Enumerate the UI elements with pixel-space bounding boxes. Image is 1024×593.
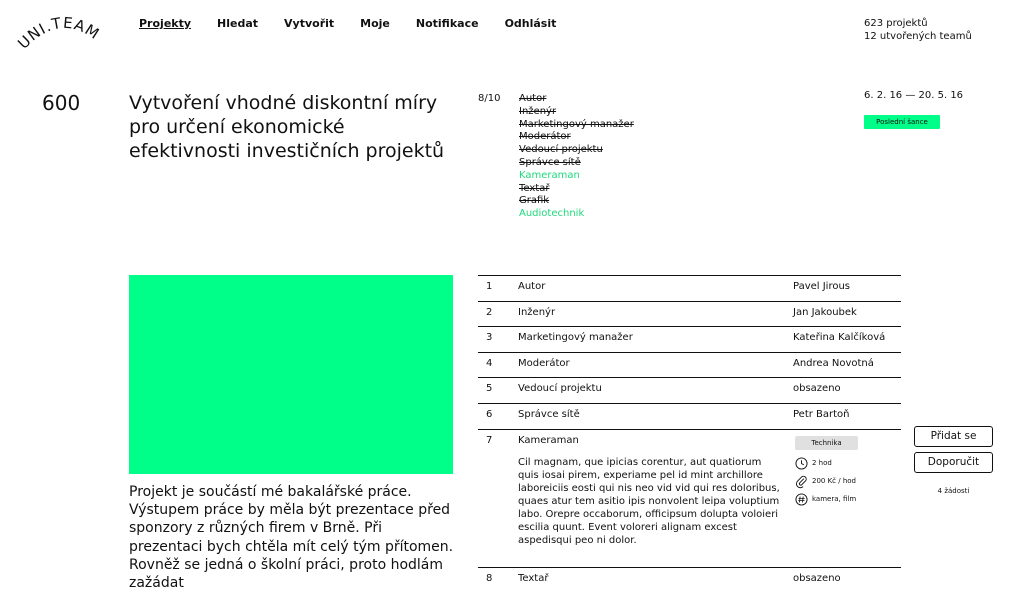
role-description: Cil magnam, que ipicias corentur, aut quatiorum quis iosai pirem, experiame pel id mint archillore laboreiciis eosti qui nis neo vid vid qui res doloribus, quaes atur tem asitio ipis nonvolent leipa voluptium labo. Orepre occaborum, officipsum dolupta voloieri escilia quunt. Event voloreri alignam excest aspedisqui peo ni dolor.: [518, 456, 780, 546]
paperclip-icon: [795, 475, 808, 488]
nav-moje[interactable]: Moje: [360, 17, 390, 30]
row-role: Moderátor: [518, 357, 570, 369]
time-meta: [795, 457, 832, 470]
row-number: 1: [486, 281, 493, 292]
role-summary-item: Textař: [519, 182, 550, 194]
role-summary-item-open: Audiotechnik: [519, 208, 585, 220]
nav-odhlasit[interactable]: Odhlásit: [504, 17, 557, 30]
nav-vytvorit[interactable]: Vytvořit: [284, 17, 335, 30]
role-summary-item: Autor: [519, 93, 547, 104]
table-row-expanded[interactable]: [478, 430, 901, 568]
role-summary-item: Inženýr: [519, 105, 557, 117]
row-person: obsazeno: [793, 383, 841, 395]
row-role: Textař: [518, 572, 549, 584]
hashtag-icon: [795, 493, 808, 506]
project-description: Projekt je součástí mé bakalářské práce. Výstupem práce by měla být prezentace před sponzory z různých firem v Brně. Při prezentaci bych chtěla mít celý tým přítomen. Rovněž se jedná o školní práci, proto hodlám zažádat: [129, 484, 454, 592]
roles-count: 8/10: [478, 93, 501, 104]
table-row[interactable]: [478, 568, 901, 593]
price-value: 200 Kč / hod: [812, 477, 856, 486]
role-summary-item: Grafik: [519, 195, 550, 207]
tags-meta: [795, 493, 856, 506]
row-role: Vedoucí projektu: [518, 383, 602, 395]
projects-count: 623 projektů: [864, 18, 928, 29]
time-value: 2 hod: [812, 459, 832, 468]
project-points: 600: [42, 91, 81, 115]
table-row[interactable]: [478, 353, 901, 379]
category-tag: Technika: [795, 436, 858, 450]
table-row[interactable]: [478, 327, 901, 353]
row-person: obsazeno: [793, 572, 841, 584]
row-number: 4: [486, 357, 493, 369]
role-summary-item-open: Kameraman: [519, 169, 580, 181]
table-row[interactable]: [478, 404, 901, 430]
row-person: Jan Jakoubek: [793, 306, 857, 318]
deadline-badge: Poslední šance: [864, 115, 940, 129]
row-role: Správce sítě: [518, 408, 580, 420]
row-number: 6: [486, 408, 493, 420]
project-dates: 6. 2. 16 — 20. 5. 16: [864, 90, 964, 101]
nav-notifikace[interactable]: Notifikace: [415, 17, 479, 30]
row-role: Kameraman: [518, 434, 579, 446]
table-row[interactable]: [478, 276, 901, 302]
row-person: Kateřina Kalčíková: [793, 332, 886, 344]
table-row[interactable]: [478, 302, 901, 328]
row-number: 7: [486, 434, 493, 446]
tags-value: kamera, film: [812, 495, 857, 504]
join-button[interactable]: Přidat se: [914, 426, 993, 447]
site-stats: [864, 17, 972, 43]
clock-icon: [795, 457, 808, 470]
row-person: Andrea Novotná: [793, 357, 874, 369]
roles-table: [478, 275, 901, 593]
main-nav: [139, 17, 582, 30]
role-summary-item: Marketingový manažer: [519, 118, 634, 130]
role-summary-item: Správce sítě: [519, 156, 581, 168]
row-person: Pavel Jirous: [793, 281, 851, 292]
row-number: 5: [486, 383, 493, 395]
row-person: Petr Bartoň: [793, 408, 850, 420]
row-number: 2: [486, 306, 493, 318]
price-meta: [795, 475, 856, 488]
project-image: [129, 275, 453, 474]
row-number: 8: [486, 572, 493, 584]
row-role: Autor: [518, 281, 546, 292]
project-title: Vytvoření vhodné diskontní míry pro určení ekonomické efektivnosti investičních projektů: [129, 92, 445, 162]
roles-summary-list: [519, 93, 634, 221]
role-summary-item: Moderátor: [519, 131, 571, 143]
logo-text: UNI.TEAM: [16, 13, 104, 53]
row-role: Marketingový manažer: [518, 332, 633, 344]
row-number: 3: [486, 332, 493, 344]
recommend-button[interactable]: Doporučit: [914, 452, 993, 473]
role-summary-item: Vedoucí projektu: [519, 144, 603, 156]
nav-hledat[interactable]: Hledat: [217, 17, 259, 30]
nav-projekty[interactable]: Projekty: [139, 17, 192, 30]
table-row[interactable]: [478, 378, 901, 404]
logo[interactable]: [16, 12, 112, 56]
row-role: Inženýr: [518, 306, 556, 318]
requests-count: 4 žádosti: [937, 487, 970, 495]
teams-count: 12 utvořených teamů: [864, 31, 972, 42]
